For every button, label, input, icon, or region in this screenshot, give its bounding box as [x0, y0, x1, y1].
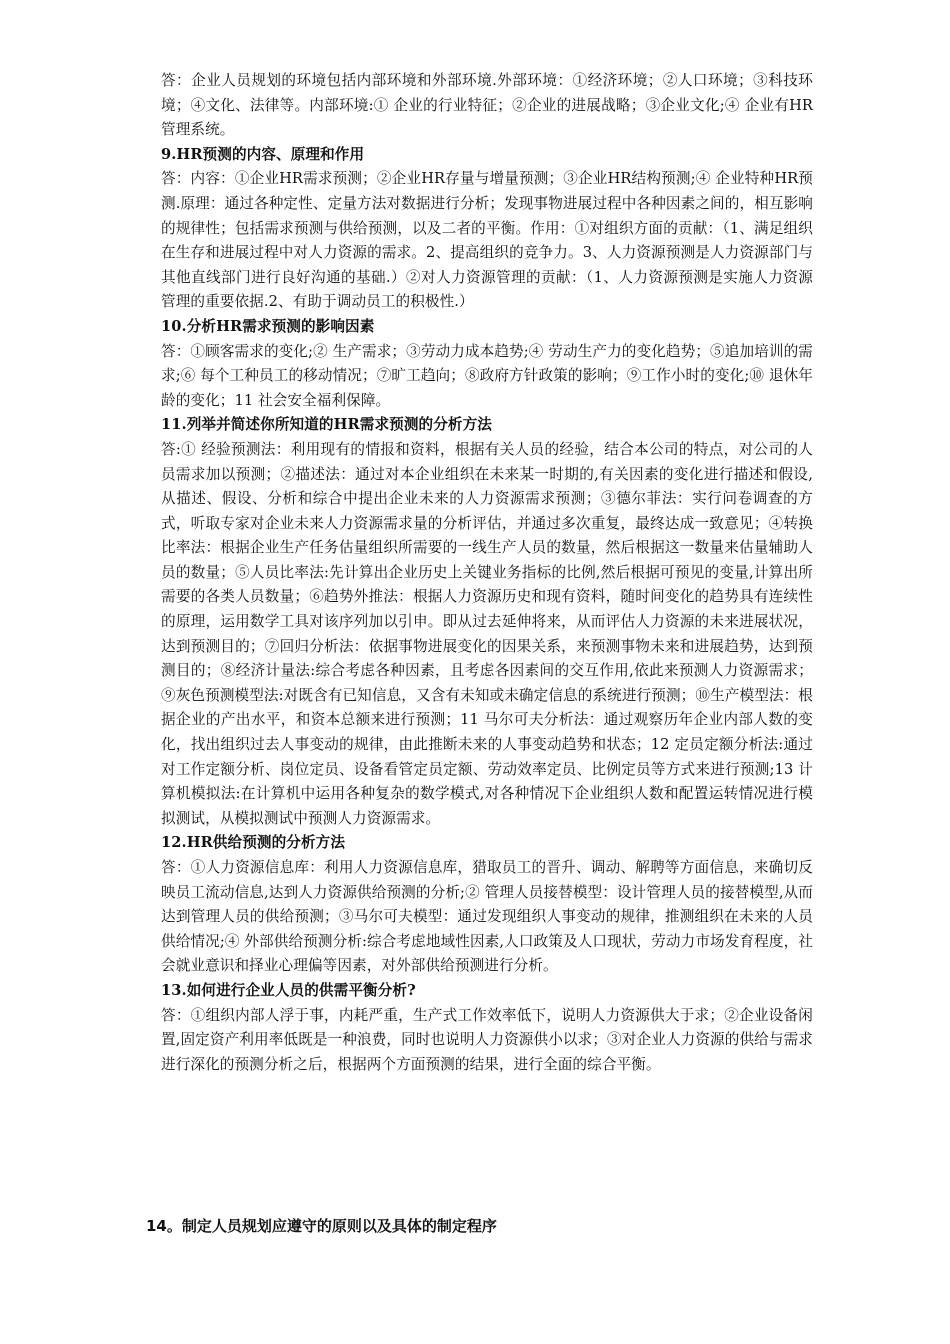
question-14-heading: 14。制定人员规划应遵守的原则以及具体的制定程序: [146, 1217, 497, 1235]
question-9-heading: 9.HR预测的内容、原理和作用: [161, 145, 365, 163]
question-11-heading: 11.列举并简述你所知道的HR需求预测的分析方法: [161, 416, 492, 434]
question-12-heading: 12.HR供给预测的分析方法: [161, 834, 346, 852]
answer-12: 答：①人力资源信息库：利用人力资源信息库，猎取员工的晋升、调动、解聘等方面信息，来确切反映员工流动信息,达到人力资源供给预测的分析;② 管理人员接替模型：设计管理人员的接替模型,从而达到管理人员的供给预测；③马尔可夫模型：通过发现组织人事变动的规律，推测组织在未来的人员供给情况;④ 外部供给预测分析:综合考虑地域性因素,人口政策及人口现状，劳动力市场发育程度，社会就业意识和择业心理偏等因素，对外部供给预测进行分析。: [161, 859, 813, 975]
answer-10: 答：①顾客需求的变化;② 生产需求；③劳动力成本趋势;④ 劳动生产力的变化趋势；⑤追加培训的需求;⑥ 每个工种员工的移动情况；⑦旷工趋向；⑧政府方针政策的影响；⑨工作小时的变化;⑩ 退休年龄的变化；11 社会安全福利保障。: [161, 342, 813, 409]
document-body: [161, 69, 813, 1077]
question-10-heading: 10.分析HR需求预测的影响因素: [161, 317, 375, 335]
answer-13: 答：①组织内部人浮于事，内耗严重，生产式工作效率低下，说明人力资源供大于求；②企业设备闲置,固定资产利用率低既是一种浪费，同时也说明人力资源供小以求；③对企业人力资源的供给与需求进行深化的预测分析之后，根据两个方面预测的结果，进行全面的综合平衡。: [161, 1006, 813, 1073]
question-13-heading: 13.如何进行企业人员的供需平衡分析?: [161, 981, 416, 999]
answer-8: 答：企业人员规划的环境包括内部环境和外部环境.外部环境：①经济环境；②人口环境；③科技环境；④文化、法律等。内部环境:① 企业的行业特征；②企业的进展战略；③企业文化;④ 企业有HR管理系统。: [161, 72, 813, 139]
answer-11: 答:① 经验预测法：利用现有的情报和资料，根据有关人员的经验，结合本公司的特点，对公司的人员需求加以预测；②描述法：通过对本企业组织在未来某一时期的,有关因素的变化进行描述和假设,从描述、假设、分析和综合中提出企业未来的人力资源需求预测；③德尔菲法：实行问卷调查的方式，听取专家对企业未来人力资源需求量的分析评估，并通过多次重复，最终达成一致意见；④转换比率法：根据企业生产任务估量组织所需要的一线生产人员的数量，然后根据这一数量来估量辅助人员的数量；⑤人员比率法:先计算出企业历史上关键业务指标的比例,然后根据可预见的变量,计算出所需要的各类人员数量；⑥趋势外推法：根据人力资源历史和现有资料，随时间变化的趋势具有连续性的原理，运用数学工具对该序列加以引申。即从过去延伸将来，从而评估人力资源的未来进展状况，达到预测目的；⑦回归分析法：依据事物进展变化的因果关系，来预测事物未来和进展趋势，达到预测目的；⑧经济计量法:综合考虑各种因素，且考虑各因素间的交互作用,依此来预测人力资源需求；⑨灰色预测模型法:对既含有已知信息，又含有未知或未确定信息的系统进行预测；⑩生产模型法：根据企业的产出水平，和资本总额来进行预测；11 马尔可夫分析法：通过观察历年企业内部人数的变化，找出组织过去人事变动的规律，由此推断未来的人事变动趋势和状态；12 定员定额分析法:通过对工作定额分析、岗位定员、设备看管定员定额、劳动效率定员、比例定员等方式来进行预测;13 计算机模拟法:在计算机中运用各种复杂的数学模式,对各种情况下企业组织人数和配置运转情况进行模拟测试，从模拟测试中预测人力资源需求。: [161, 440, 813, 827]
answer-9: 答：内容：①企业HR需求预测；②企业HR存量与增量预测；③企业HR结构预测;④ 企业特种HR预测.原理：通过各种定性、定量方法对数据进行分析；发现事物进展过程中各种因素之间的，相互影响的规律性；包括需求预测与供给预测，以及二者的平衡。作用：①对组织方面的贡献：（1、满足组织在生存和进展过程中对人力资源的需求。2、提高组织的竞争力。3、人力资源预测是人力资源部门与其他直线部门进行良好沟通的基础.）②对人力资源管理的贡献：（1、人力资源预测是实施人力资源管理的重要依据.2、有助于调动员工的积极性.）: [161, 170, 813, 311]
